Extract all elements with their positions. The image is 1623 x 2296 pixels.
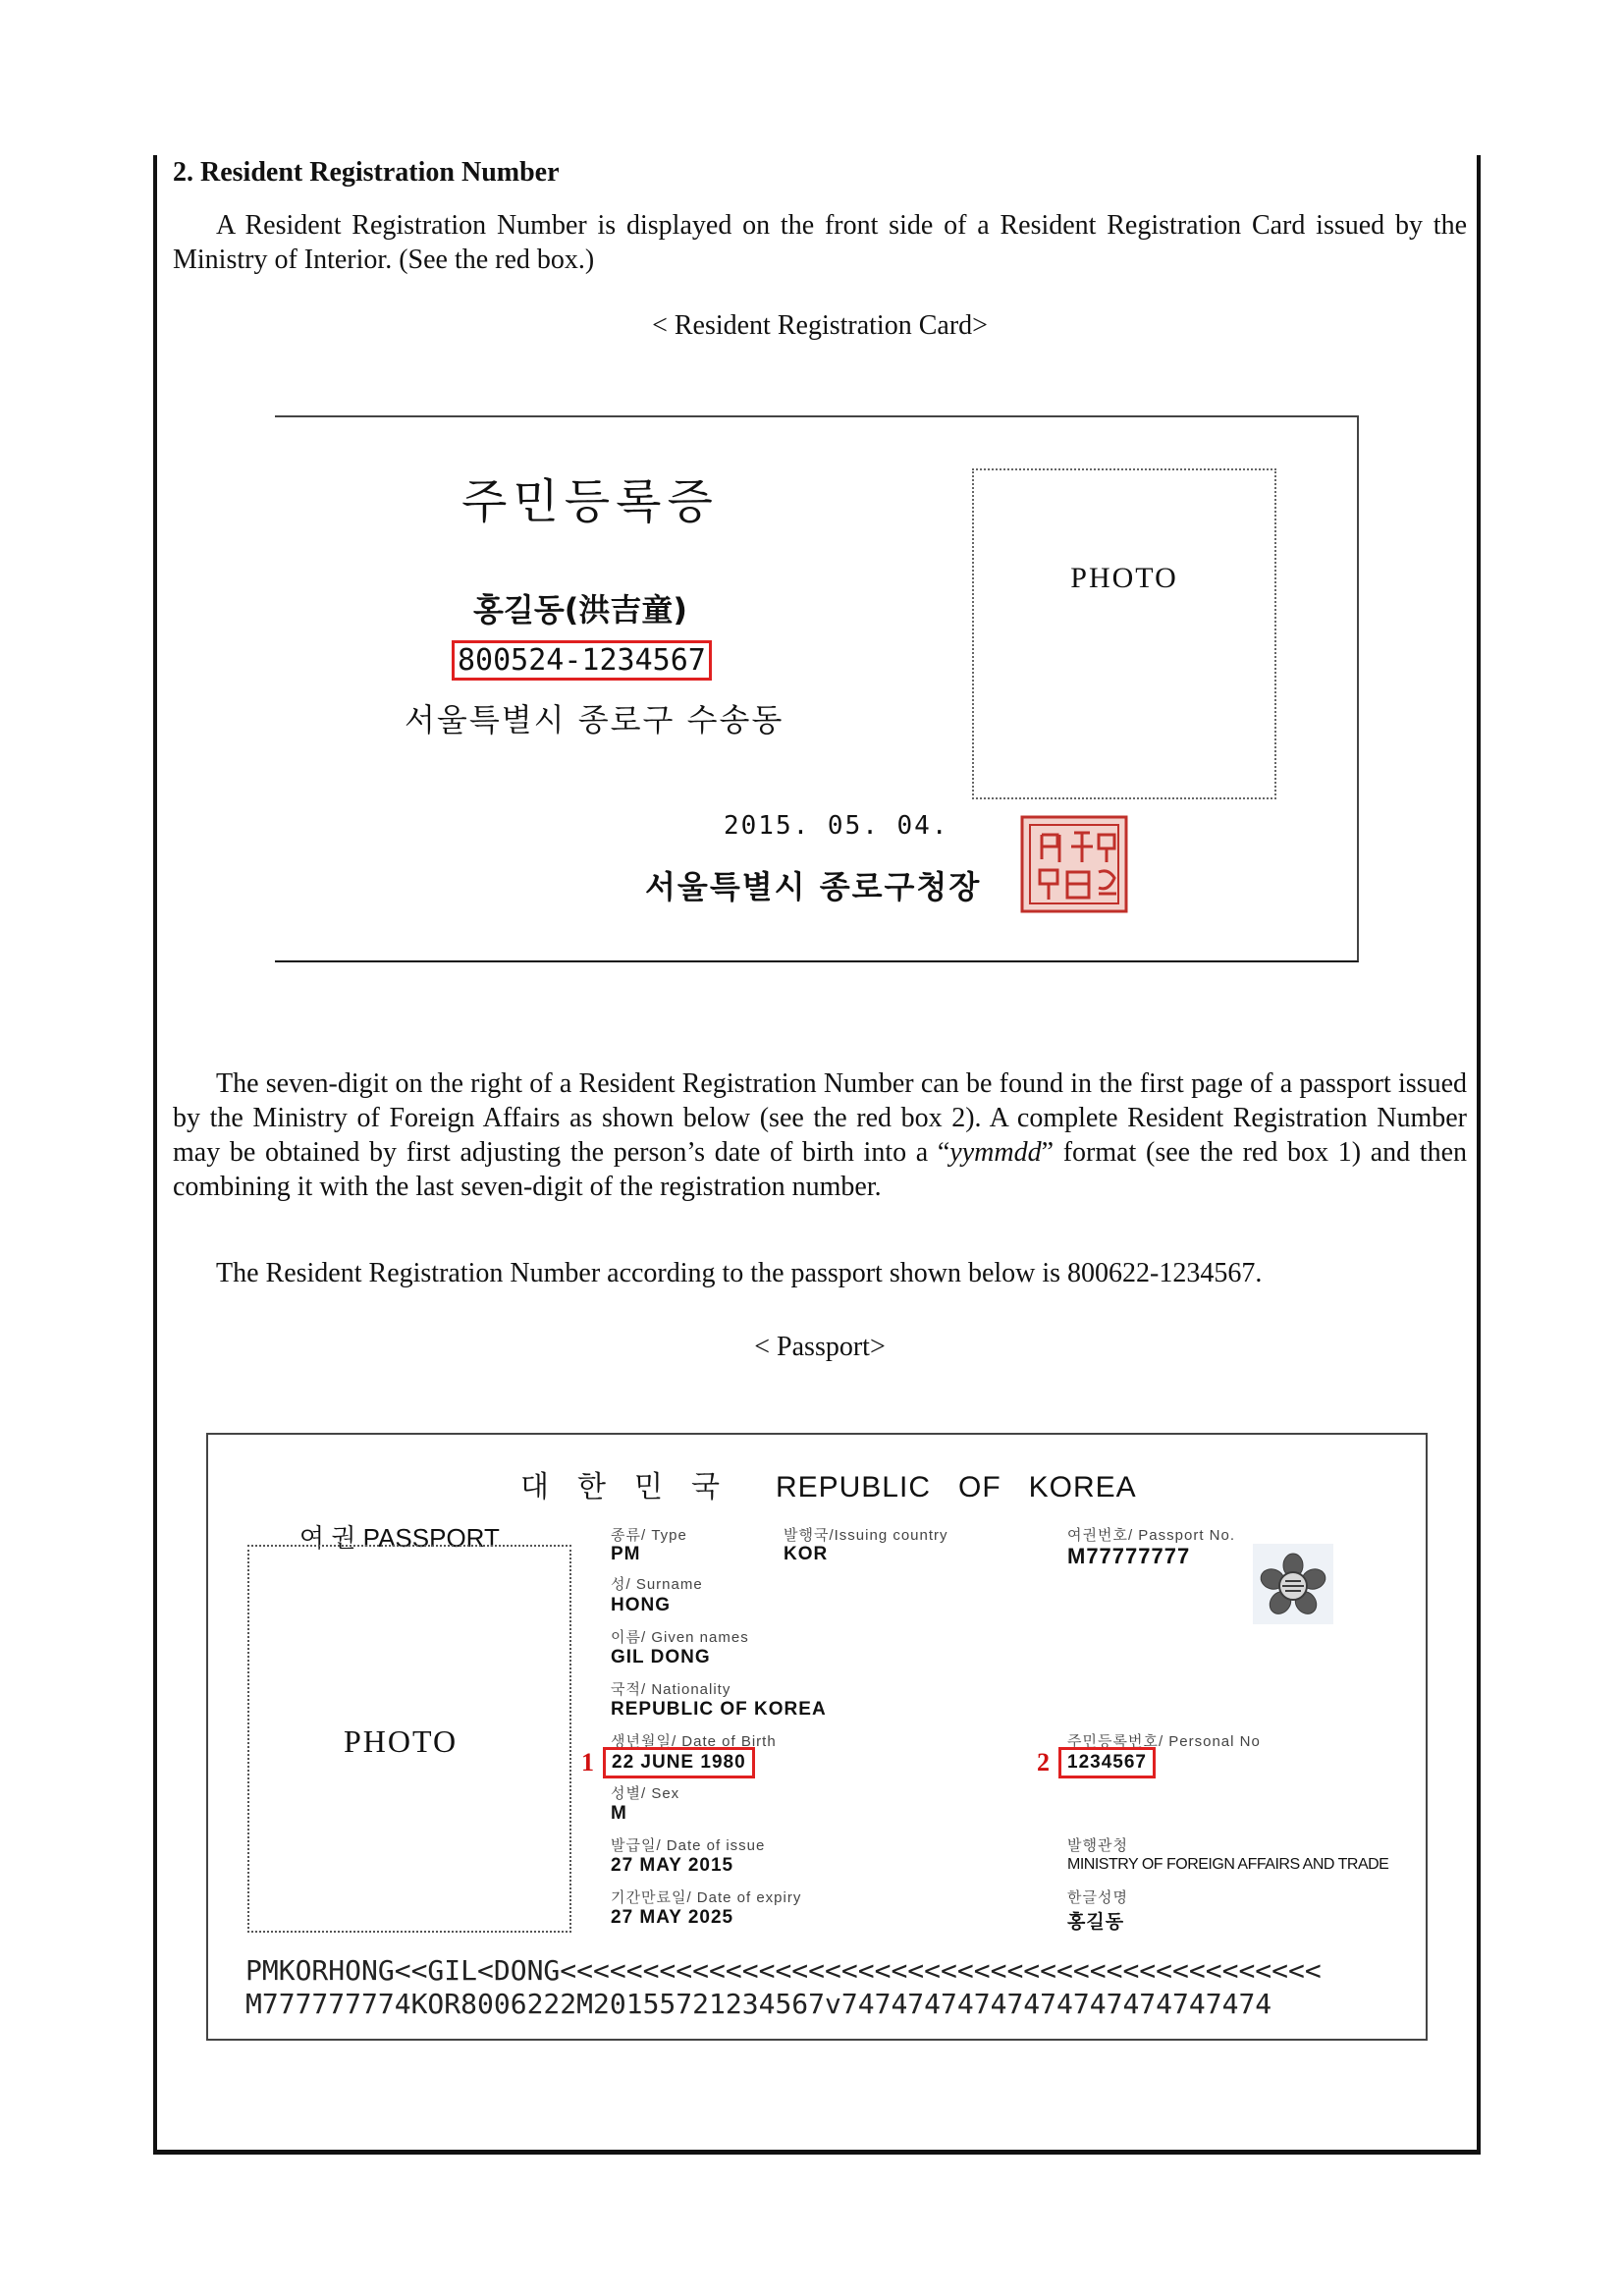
official-seal-icon xyxy=(1020,815,1128,913)
card-issue-date: 2015. 05. 04. xyxy=(724,811,949,841)
card-holder-name: 홍길동(洪吉童) xyxy=(473,591,687,629)
type-value: PM xyxy=(611,1544,641,1564)
header-kr-2: 한 xyxy=(576,1471,607,1503)
issue-date-value: 27 MAY 2015 xyxy=(611,1855,734,1876)
surname-label: 성/ Surname xyxy=(611,1576,703,1593)
issuing-country-label: 발행국/Issuing country xyxy=(784,1527,948,1544)
nationality-label: 국적/ Nationality xyxy=(611,1681,731,1698)
surname-value: HONG xyxy=(611,1595,671,1615)
card-registration-number: 800524-1234567 xyxy=(452,640,712,681)
header-en-2: OF xyxy=(957,1471,1001,1503)
card-title: 주민등록증 xyxy=(461,474,719,529)
card-address: 서울특별시 종로구 수송동 xyxy=(405,701,784,738)
sex-value: M xyxy=(611,1803,627,1824)
red-box-1-marker: 1 xyxy=(581,1748,594,1777)
government-emblem-icon xyxy=(1253,1544,1333,1624)
intro-paragraph: A Resident Registration Number is displayed on the front side of a Resident Registration Card issued by the Ministry of Interior. (See the red box.) xyxy=(173,210,1467,275)
given-names-label: 이름/ Given names xyxy=(611,1629,749,1646)
card-photo-placeholder xyxy=(972,468,1276,799)
mrz-line-1: PMKORHONG<<GIL<DONG<<<<<<<<<<<<<<<<<<<<<<<<<<<<<<<<<<<<<<<<<<<<<< xyxy=(245,1954,1322,1987)
explanation-paragraph xyxy=(173,1066,1467,1204)
personal-no-value: 1234567 xyxy=(1058,1747,1156,1778)
example-paragraph: The Resident Registration Number according to the passport shown below is 800622-1234567. xyxy=(216,1258,1263,1288)
expiry-date-label: 기간만료일/ Date of expiry xyxy=(611,1889,802,1906)
card-photo-label: PHOTO xyxy=(1070,561,1178,594)
sex-label: 성별/ Sex xyxy=(611,1785,680,1802)
mrz-line-2: M777777774KOR8006222M20155721234567v74747474747474747474747474 xyxy=(245,1988,1272,2020)
dob-label: 생년월일/ Date of Birth xyxy=(611,1733,777,1750)
issue-date-label: 발급일/ Date of issue xyxy=(611,1837,766,1854)
signature-value: 홍길동 xyxy=(1067,1912,1125,1933)
card-issuer: 서울특별시 종로구청장 xyxy=(645,868,982,905)
card-caption: < Resident Registration Card> xyxy=(652,310,988,341)
authority-value: MINISTRY OF FOREIGN AFFAIRS AND TRADE xyxy=(1067,1856,1389,1873)
passport-photo-placeholder xyxy=(247,1545,571,1933)
section-heading: 2. Resident Registration Number xyxy=(173,157,560,188)
header-kr-1: 대 xyxy=(520,1471,550,1503)
header-en-1: REPUBLIC xyxy=(775,1471,931,1503)
signature-label: 한글성명 xyxy=(1067,1889,1128,1906)
header-kr-3: 민 xyxy=(633,1471,664,1503)
issuing-country-value: KOR xyxy=(784,1544,829,1564)
passport-label: 여 권 PASSPORT xyxy=(299,1523,500,1553)
explanation-format: yymmdd xyxy=(949,1137,1042,1168)
header-en-3: KOREA xyxy=(1028,1471,1137,1503)
passport-header xyxy=(520,1462,1137,1505)
nationality-value: REPUBLIC OF KOREA xyxy=(611,1699,827,1720)
explanation-text-1: The seven-digit on the right of a Resident Registration Number can be found in the first page of a passport issued by the Ministry of Foreign Affairs as shown below (see the red box 2). A complete Resident Registration Number may be obtained by first adjusting the person’s date of birth into a “ xyxy=(173,1068,1467,1168)
header-kr-4: 국 xyxy=(690,1471,721,1503)
type-label: 종류/ Type xyxy=(611,1527,687,1544)
passport-no-label: 여권번호/ Passport No. xyxy=(1067,1527,1235,1544)
dob-value: 22 JUNE 1980 xyxy=(603,1747,755,1778)
passport-photo-label: PHOTO xyxy=(344,1723,459,1759)
given-names-value: GIL DONG xyxy=(611,1647,711,1667)
explanation-text-2: ” format (see the red box 1) and then combining it with the last seven-digit of the registration number. xyxy=(173,1137,1467,1202)
authority-label: 발행관청 xyxy=(1067,1837,1128,1854)
personal-no-label: 주민등록번호/ Personal No xyxy=(1067,1733,1261,1750)
red-box-2-marker: 2 xyxy=(1037,1748,1050,1777)
passport-no-value: M77777777 xyxy=(1067,1544,1191,1568)
expiry-date-value: 27 MAY 2025 xyxy=(611,1907,734,1928)
passport-caption: < Passport> xyxy=(754,1332,886,1362)
